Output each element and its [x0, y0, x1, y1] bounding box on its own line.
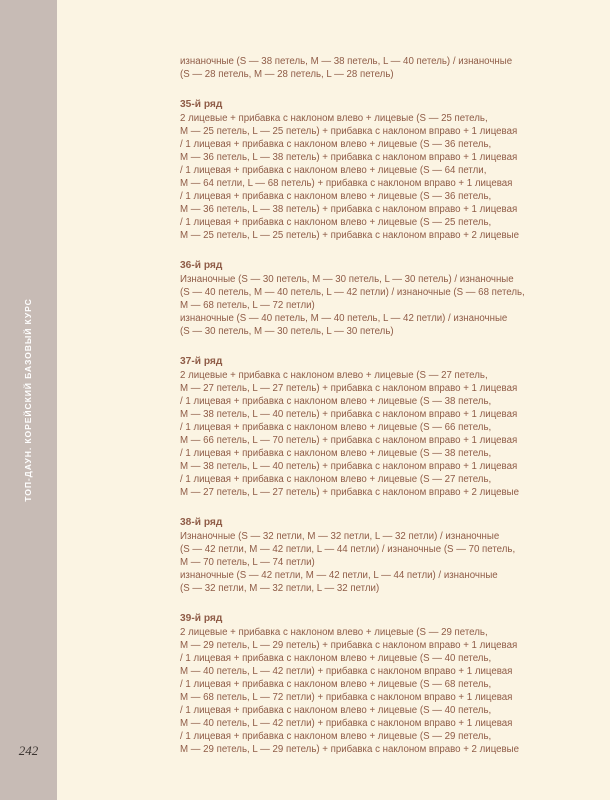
instruction-line: / 1 лицевая + прибавка с наклоном влево + лицевые (S — 40 петель, — [180, 705, 492, 716]
instruction-line: Изнаночные (S — 32 петли, M — 32 петли, L — 32 петли) / изнаночные — [180, 531, 500, 542]
row-heading: 38-й ряд — [180, 517, 223, 528]
sidebar-band — [0, 0, 57, 800]
row-section — [180, 354, 580, 499]
instruction-line: Изнаночные (S — 30 петель, M — 30 петель, L — 30 петель) / изнаночные — [180, 274, 514, 285]
instruction-line: M — 40 петель, L — 42 петли) + прибавка с наклоном вправо + 1 лицевая — [180, 718, 513, 729]
instruction-line: изнаночные (S — 40 петель, M — 40 петель, L — 42 петли) / изнаночные — [180, 313, 508, 324]
instruction-line: (S — 32 петли, M — 32 петли, L — 32 петли) — [180, 583, 380, 594]
instruction-line: изнаночные (S — 42 петли, M — 42 петли, L — 44 петли) / изнаночные — [180, 570, 498, 581]
row-heading: 39-й ряд — [180, 613, 223, 624]
instruction-line: / 1 лицевая + прибавка с наклоном влево + лицевые (S — 64 петли, — [180, 165, 487, 176]
row-heading: 35-й ряд — [180, 99, 223, 110]
instruction-line: M — 25 петель, L — 25 петель) + прибавка с наклоном вправо + 1 лицевая — [180, 126, 518, 137]
instruction-line: M — 36 петель, L — 38 петель) + прибавка с наклоном вправо + 1 лицевая — [180, 152, 518, 163]
instruction-line: M — 27 петель, L — 27 петель) + прибавка с наклоном вправо + 1 лицевая — [180, 383, 518, 394]
instruction-line: (S — 40 петель, M — 40 петель, L — 42 петли) / изнаночные (S — 68 петель, — [180, 287, 525, 298]
instruction-line: M — 29 петель, L — 29 петель) + прибавка с наклоном вправо + 2 лицевые — [180, 744, 520, 755]
instruction-line: M — 25 петель, L — 25 петель) + прибавка с наклоном вправо + 2 лицевые — [180, 230, 520, 241]
instruction-line: / 1 лицевая + прибавка с наклоном влево + лицевые (S — 27 петель, — [180, 474, 492, 485]
instruction-line: M — 38 петель, L — 40 петель) + прибавка с наклоном вправо + 1 лицевая — [180, 461, 518, 472]
instruction-line: M — 68 петель, L — 72 петли) — [180, 300, 315, 311]
instruction-line: M — 38 петель, L — 40 петель) + прибавка с наклоном вправо + 1 лицевая — [180, 409, 518, 420]
row-section — [180, 515, 580, 595]
instruction-line: / 1 лицевая + прибавка с наклоном влево + лицевые (S — 29 петель, — [180, 731, 492, 742]
instruction-line: M — 36 петель, L — 38 петель) + прибавка с наклоном вправо + 1 лицевая — [180, 204, 518, 215]
instruction-line: (S — 42 петли, M — 42 петли, L — 44 петли) / изнаночные (S — 70 петель, — [180, 544, 516, 555]
instruction-line: (S — 28 петель, M — 28 петель, L — 28 петель) — [180, 69, 394, 80]
row-section — [180, 97, 580, 242]
instructions-body — [180, 55, 580, 756]
running-title: ТОП-ДАУН. КОРЕЙСКИЙ БАЗОВЫЙ КУРС — [23, 298, 33, 502]
instruction-line: 2 лицевые + прибавка с наклоном влево + лицевые (S — 27 петель, — [180, 370, 488, 381]
row-section — [180, 611, 580, 756]
instruction-line: / 1 лицевая + прибавка с наклоном влево + лицевые (S — 25 петель, — [180, 217, 492, 228]
instruction-line: изнаночные (S — 38 петель, M — 38 петель, L — 40 петель) / изнаночные — [180, 56, 513, 67]
row-section — [180, 258, 580, 338]
row-heading: 36-й ряд — [180, 260, 223, 271]
instruction-line: / 1 лицевая + прибавка с наклоном влево + лицевые (S — 38 петель, — [180, 396, 492, 407]
page-number: 242 — [18, 743, 39, 758]
instruction-line: M — 68 петель, L — 72 петли) + прибавка с наклоном вправо + 1 лицевая — [180, 692, 513, 703]
instruction-line: / 1 лицевая + прибавка с наклоном влево + лицевые (S — 68 петель, — [180, 679, 492, 690]
instruction-line: / 1 лицевая + прибавка с наклоном влево + лицевые (S — 36 петель, — [180, 139, 492, 150]
instruction-line: M — 64 петли, L — 68 петель) + прибавка с наклоном вправо + 1 лицевая — [180, 178, 513, 189]
instruction-line: / 1 лицевая + прибавка с наклоном влево + лицевые (S — 66 петель, — [180, 422, 492, 433]
instruction-line: M — 27 петель, L — 27 петель) + прибавка с наклоном вправо + 2 лицевые — [180, 487, 520, 498]
instruction-line: / 1 лицевая + прибавка с наклоном влево + лицевые (S — 36 петель, — [180, 191, 492, 202]
instruction-line: / 1 лицевая + прибавка с наклоном влево + лицевые (S — 38 петель, — [180, 448, 492, 459]
row-heading: 37-й ряд — [180, 356, 223, 367]
instruction-line: M — 70 петель, L — 74 петли) — [180, 557, 315, 568]
instruction-line: 2 лицевые + прибавка с наклоном влево + лицевые (S — 25 петель, — [180, 113, 488, 124]
instruction-line: (S — 30 петель, M — 30 петель, L — 30 петель) — [180, 326, 394, 337]
instruction-line: 2 лицевые + прибавка с наклоном влево + лицевые (S — 29 петель, — [180, 627, 488, 638]
instruction-line: M — 40 петель, L — 42 петли) + прибавка с наклоном вправо + 1 лицевая — [180, 666, 513, 677]
row-section — [180, 55, 580, 81]
instruction-line: M — 66 петель, L — 70 петель) + прибавка с наклоном вправо + 1 лицевая — [180, 435, 518, 446]
instruction-line: M — 29 петель, L — 29 петель) + прибавка с наклоном вправо + 1 лицевая — [180, 640, 518, 651]
instruction-line: / 1 лицевая + прибавка с наклоном влево + лицевые (S — 40 петель, — [180, 653, 492, 664]
